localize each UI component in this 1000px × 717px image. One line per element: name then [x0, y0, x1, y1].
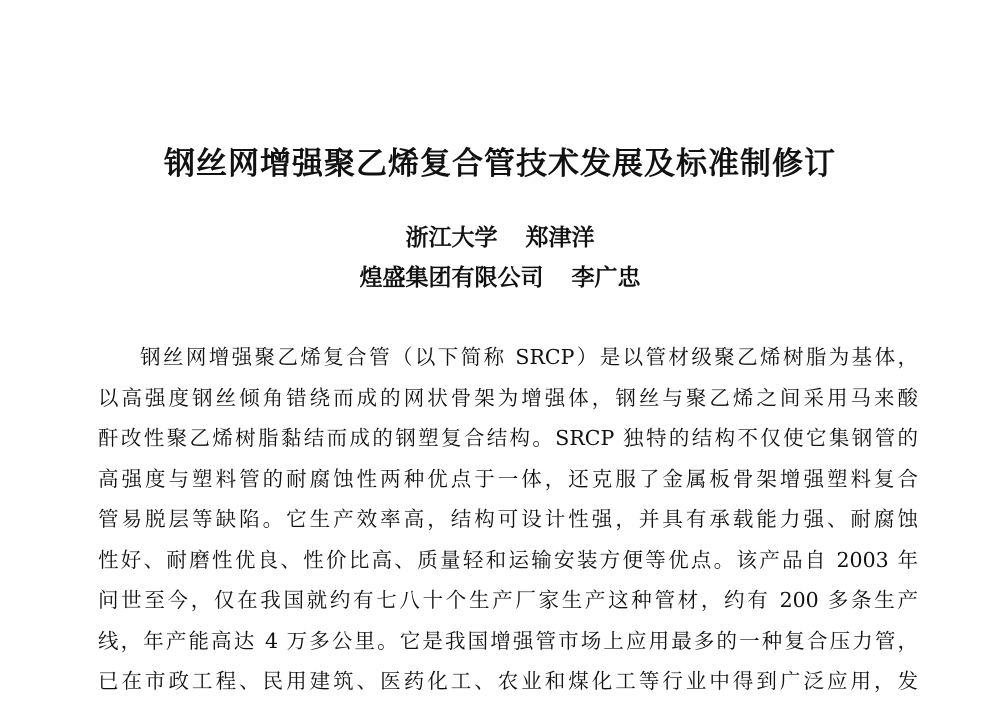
body-line: 以高强度钢丝倾角错绕而成的网状骨架为增强体，钢丝与聚乙烯之间采用马来酸	[98, 385, 918, 410]
author-affiliation: 浙江大学	[405, 224, 498, 251]
body-line: 性好、耐磨性优良、性价比高、质量轻和运输安装方便等优点。该产品自 2003 年	[98, 547, 918, 572]
body-line: 问世至今，仅在我国就约有七八十个生产厂家生产这种管材，约有 200 多条生产	[98, 588, 918, 612]
author-line	[0, 218, 1000, 258]
paper-title: 钢丝网增强聚乙烯复合管技术发展及标准制修订	[164, 146, 836, 182]
body-paragraph	[98, 337, 918, 702]
body-line: 管易脱层等缺陷。它生产效率高，结构可设计性强，并具有承载能力强、耐腐蚀	[98, 507, 918, 531]
body-line: 高强度与塑料管的耐腐蚀性两种优点于一体，还克服了金属板骨架增强塑料复合	[98, 466, 918, 491]
author-name: 李广忠	[571, 264, 641, 291]
body-line: 钢丝网增强聚乙烯复合管（以下简称 SRCP）是以管材级聚乙烯树脂为基体，	[140, 345, 918, 369]
author-line	[0, 258, 1000, 298]
author-block	[0, 218, 1000, 298]
author-name: 郑津洋	[525, 224, 595, 251]
body-line: 已在市政工程、民用建筑、医药化工、农业和煤化工等行业中得到广泛应用，发	[98, 669, 918, 693]
body-line: 线，年产能高达 4 万多公里。它是我国增强管市场上应用最多的一种复合压力管，	[98, 628, 918, 653]
body-line: 酐改性聚乙烯树脂黏结而成的钢塑复合结构。SRCP 独特的结构不仅使它集钢管的	[98, 426, 918, 450]
author-affiliation: 煌盛集团有限公司	[359, 264, 544, 291]
